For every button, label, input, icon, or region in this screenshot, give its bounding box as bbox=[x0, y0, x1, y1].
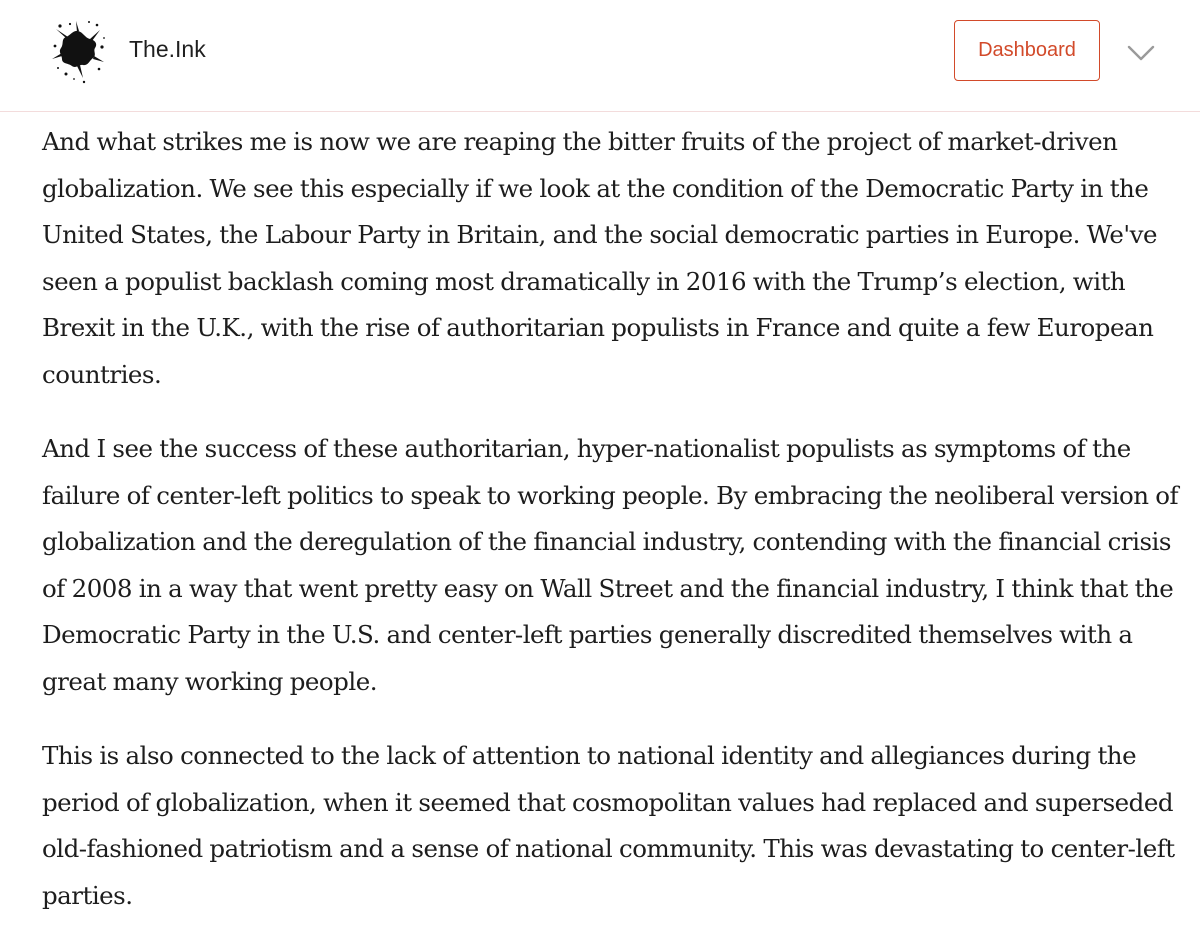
article-paragraph: And I see the success of these authoritarian, hyper-nationalist populists as symptoms of the failure of center-left politics to speak to working people. By embracing the neoliberal version of globalization and the deregulation of the financial industry, contending with the financial crisis of 2008 in a way that went pretty easy on Wall Street and the financial industry, I think that the Democratic Party in the U.S. and center-left parties generally discredited themselves with a great many working people. bbox=[42, 434, 1179, 697]
chevron-down-icon[interactable] bbox=[1124, 40, 1158, 66]
ink-splatter-icon[interactable] bbox=[50, 16, 106, 86]
article-paragraph: And what strikes me is now we are reaping the bitter fruits of the project of market-driven globalization. We see this especially if we look at the condition of the Democratic Party in the United States, the Labour Party in Britain, and the social democratic parties in Europe. We've seen a populist backlash coming most dramatically in 2016 with the Trump’s election, with Brexit in the U.K., with the rise of authoritarian populists in France and quite a few European countries. bbox=[42, 127, 1157, 389]
article-paragraph: This is also connected to the lack of attention to national identity and allegiances during the period of globalization, when it seemed that cosmopolitan values had replaced and superseded old-fashioned patriotism and a sense of national community. This was devastating to center-left parties. bbox=[42, 741, 1175, 910]
top-header bbox=[0, 0, 1200, 112]
publication-name[interactable]: The.Ink bbox=[129, 36, 206, 62]
dashboard-button[interactable]: Dashboard bbox=[954, 20, 1100, 81]
article-body bbox=[42, 119, 1192, 947]
